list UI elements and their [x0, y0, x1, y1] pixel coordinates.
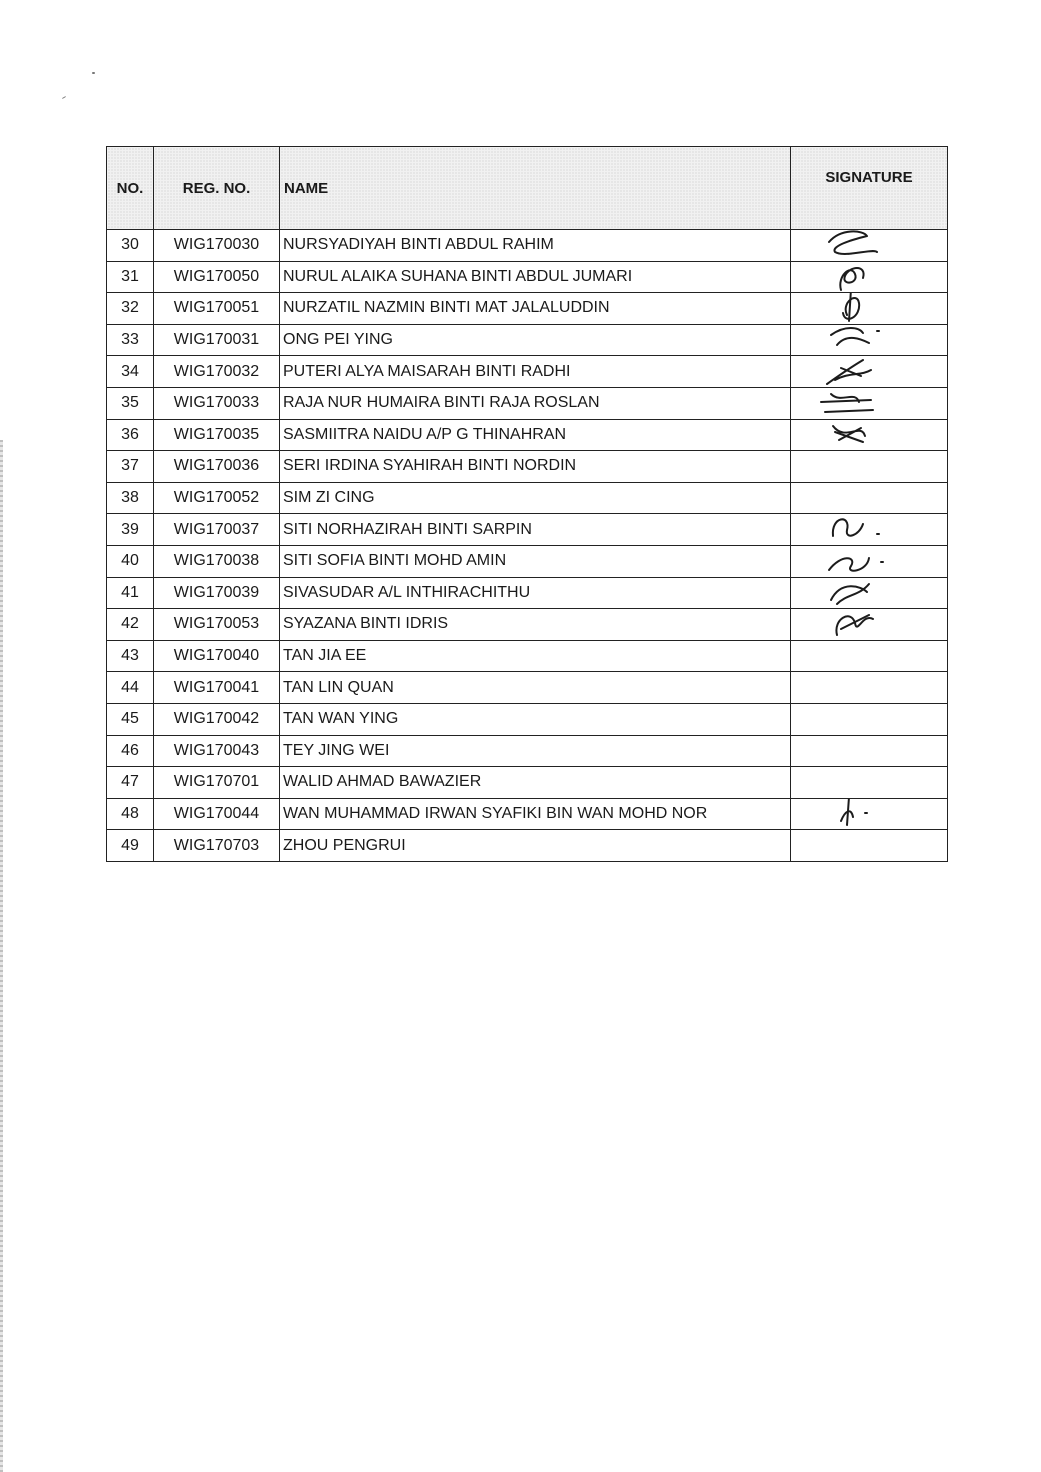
- row-reg-no: WIG170040: [154, 640, 280, 672]
- table-row: [107, 830, 948, 862]
- row-reg-no: WIG170033: [154, 387, 280, 419]
- table-row: [107, 261, 948, 293]
- row-name: SIM ZI CING: [280, 482, 791, 514]
- row-reg-no: WIG170050: [154, 261, 280, 293]
- row-no: 45: [107, 703, 154, 735]
- row-signature-cell: [791, 703, 948, 735]
- row-name: RAJA NUR HUMAIRA BINTI RAJA ROSLAN: [280, 387, 791, 419]
- row-name: NURSYADIYAH BINTI ABDUL RAHIM: [280, 230, 791, 262]
- table-row: [107, 324, 948, 356]
- row-no: 34: [107, 356, 154, 388]
- handwritten-signature: [811, 419, 891, 451]
- row-reg-no: WIG170051: [154, 293, 280, 325]
- row-no: 41: [107, 577, 154, 609]
- handwritten-signature: [811, 798, 891, 830]
- row-reg-no: WIG170035: [154, 419, 280, 451]
- row-no: 32: [107, 293, 154, 325]
- row-no: 39: [107, 514, 154, 546]
- handwritten-signature: [811, 545, 891, 577]
- row-name: SITI SOFIA BINTI MOHD AMIN: [280, 545, 791, 577]
- table-row: [107, 577, 948, 609]
- row-name: SIVASUDAR A/L INTHIRACHITHU: [280, 577, 791, 609]
- row-signature-cell: [791, 293, 948, 325]
- row-name: ONG PEI YING: [280, 324, 791, 356]
- row-signature-cell: [791, 230, 948, 262]
- row-signature-cell: [791, 672, 948, 704]
- row-no: 48: [107, 798, 154, 830]
- handwritten-signature: [811, 356, 891, 388]
- row-reg-no: WIG170036: [154, 451, 280, 483]
- row-signature-cell: [791, 356, 948, 388]
- handwritten-signature: [811, 230, 891, 262]
- row-signature-cell: [791, 514, 948, 546]
- row-no: 43: [107, 640, 154, 672]
- row-name: NURZATIL NAZMIN BINTI MAT JALALUDDIN: [280, 293, 791, 325]
- row-no: 31: [107, 261, 154, 293]
- header-reg-no: REG. NO.: [154, 147, 280, 230]
- row-name: TAN WAN YING: [280, 703, 791, 735]
- row-reg-no: WIG170701: [154, 767, 280, 799]
- table-row: [107, 387, 948, 419]
- table-row: [107, 640, 948, 672]
- row-reg-no: WIG170032: [154, 356, 280, 388]
- row-signature-cell: [791, 419, 948, 451]
- row-signature-cell: [791, 609, 948, 641]
- table-row: [107, 798, 948, 830]
- handwritten-signature: [811, 514, 891, 546]
- row-name: WALID AHMAD BAWAZIER: [280, 767, 791, 799]
- row-signature-cell: [791, 767, 948, 799]
- row-reg-no: WIG170042: [154, 703, 280, 735]
- row-reg-no: WIG170039: [154, 577, 280, 609]
- row-reg-no: WIG170043: [154, 735, 280, 767]
- row-signature-cell: [791, 577, 948, 609]
- row-signature-cell: [791, 735, 948, 767]
- row-name: ZHOU PENGRUI: [280, 830, 791, 862]
- row-name: NURUL ALAIKA SUHANA BINTI ABDUL JUMARI: [280, 261, 791, 293]
- row-no: 47: [107, 767, 154, 799]
- row-no: 46: [107, 735, 154, 767]
- row-signature-cell: [791, 451, 948, 483]
- row-no: 37: [107, 451, 154, 483]
- row-name: TAN JIA EE: [280, 640, 791, 672]
- table-row: [107, 545, 948, 577]
- row-name: PUTERI ALYA MAISARAH BINTI RADHI: [280, 356, 791, 388]
- row-reg-no: WIG170038: [154, 545, 280, 577]
- header-no: NO.: [107, 147, 154, 230]
- row-no: 40: [107, 545, 154, 577]
- table-row: [107, 672, 948, 704]
- table-row: [107, 767, 948, 799]
- table-row: [107, 482, 948, 514]
- table-row: [107, 609, 948, 641]
- row-name: WAN MUHAMMAD IRWAN SYAFIKI BIN WAN MOHD NOR: [280, 798, 791, 830]
- row-signature-cell: [791, 324, 948, 356]
- table-row: [107, 419, 948, 451]
- header-row: [107, 147, 948, 230]
- row-no: 49: [107, 830, 154, 862]
- row-signature-cell: [791, 798, 948, 830]
- row-signature-cell: [791, 482, 948, 514]
- table-row: [107, 735, 948, 767]
- row-no: 33: [107, 324, 154, 356]
- row-no: 35: [107, 387, 154, 419]
- row-reg-no: WIG170041: [154, 672, 280, 704]
- scan-edge: [0, 440, 3, 1472]
- row-signature-cell: [791, 545, 948, 577]
- scan-speck: [92, 72, 95, 74]
- row-signature-cell: [791, 387, 948, 419]
- header-signature: SIGNATURE: [791, 147, 948, 230]
- row-name: SERI IRDINA SYAHIRAH BINTI NORDIN: [280, 451, 791, 483]
- attendance-table: [106, 146, 948, 862]
- handwritten-signature: [811, 387, 891, 419]
- row-signature-cell: [791, 830, 948, 862]
- row-reg-no: WIG170030: [154, 230, 280, 262]
- row-name: TAN LIN QUAN: [280, 672, 791, 704]
- table-row: [107, 703, 948, 735]
- handwritten-signature: [811, 577, 891, 609]
- row-no: 44: [107, 672, 154, 704]
- table-row: [107, 514, 948, 546]
- row-no: 42: [107, 609, 154, 641]
- row-reg-no: WIG170703: [154, 830, 280, 862]
- row-name: SITI NORHAZIRAH BINTI SARPIN: [280, 514, 791, 546]
- handwritten-signature: [811, 324, 891, 356]
- row-name: SASMIITRA NAIDU A/P G THINAHRAN: [280, 419, 791, 451]
- row-reg-no: WIG170052: [154, 482, 280, 514]
- row-signature-cell: [791, 640, 948, 672]
- scan-speck: [62, 96, 66, 99]
- table-row: [107, 356, 948, 388]
- table-row: [107, 230, 948, 262]
- row-reg-no: WIG170044: [154, 798, 280, 830]
- row-reg-no: WIG170037: [154, 514, 280, 546]
- row-reg-no: WIG170031: [154, 324, 280, 356]
- row-signature-cell: [791, 261, 948, 293]
- table-row: [107, 451, 948, 483]
- row-reg-no: WIG170053: [154, 609, 280, 641]
- table-row: [107, 293, 948, 325]
- handwritten-signature: [811, 293, 891, 325]
- row-no: 36: [107, 419, 154, 451]
- header-name: NAME: [280, 147, 791, 230]
- row-name: TEY JING WEI: [280, 735, 791, 767]
- row-no: 38: [107, 482, 154, 514]
- handwritten-signature: [811, 609, 891, 641]
- row-no: 30: [107, 230, 154, 262]
- row-name: SYAZANA BINTI IDRIS: [280, 609, 791, 641]
- handwritten-signature: [811, 261, 891, 293]
